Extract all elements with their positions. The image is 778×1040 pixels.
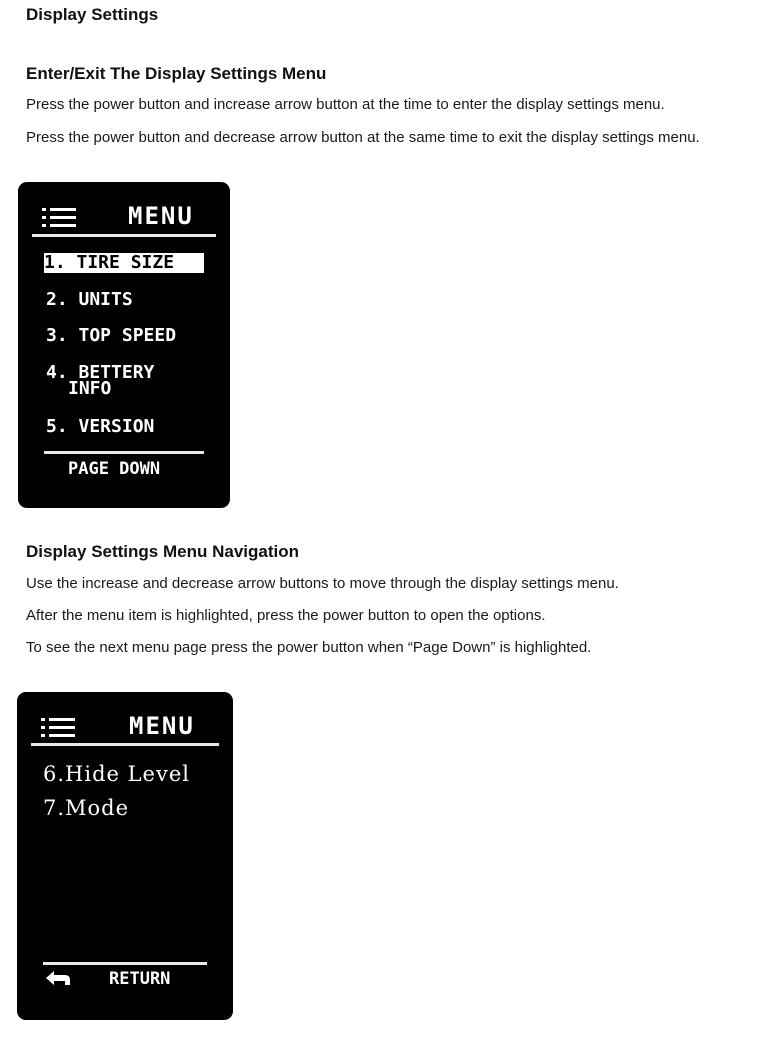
display-screen-menu-page-2	[17, 692, 233, 1020]
paragraph-exit: Press the power button and decrease arrow button at the same time to exit the display settings menu.	[26, 129, 700, 146]
header-divider	[32, 234, 216, 237]
section-heading-enter-exit: Enter/Exit The Display Settings Menu	[26, 64, 327, 83]
menu-list-icon	[42, 207, 78, 229]
menu-item-tire-size[interactable]: 1. TIRE SIZE	[44, 253, 204, 273]
footer-divider	[43, 962, 207, 965]
menu-item-battery-info[interactable]: 4. BETTERY	[46, 362, 155, 383]
menu-item-mode[interactable]: 7.Mode	[43, 796, 130, 820]
paragraph-navigate: Use the increase and decrease arrow buttons to move through the display settings menu.	[26, 575, 619, 592]
return-item[interactable]: RETURN	[109, 969, 171, 989]
section-heading-navigation: Display Settings Menu Navigation	[26, 542, 299, 561]
menu-item-battery-info-line2: INFO	[68, 378, 112, 399]
menu-item-hide-level[interactable]: 6.Hide Level	[43, 762, 190, 786]
paragraph-page-down: To see the next menu page press the power button when “Page Down” is highlighted.	[26, 639, 592, 656]
display-screen-menu-page-1	[18, 182, 230, 508]
menu-item-units[interactable]: 2. UNITS	[46, 289, 133, 310]
menu-title: MENU	[129, 712, 195, 740]
menu-title: MENU	[128, 202, 194, 230]
paragraph-open-options: After the menu item is highlighted, press the power button to open the options.	[26, 607, 546, 624]
footer-divider	[44, 451, 204, 454]
page-title: Display Settings	[26, 5, 159, 24]
menu-item-top-speed[interactable]: 3. TOP SPEED	[46, 325, 177, 346]
header-divider	[31, 743, 219, 746]
page-down-item[interactable]: PAGE DOWN	[68, 459, 161, 479]
menu-list-icon	[41, 717, 77, 739]
back-arrow-icon	[45, 970, 71, 988]
menu-item-version[interactable]: 5. VERSION	[46, 416, 155, 437]
paragraph-enter: Press the power button and increase arrow button at the time to enter the display settings menu.	[26, 96, 665, 113]
